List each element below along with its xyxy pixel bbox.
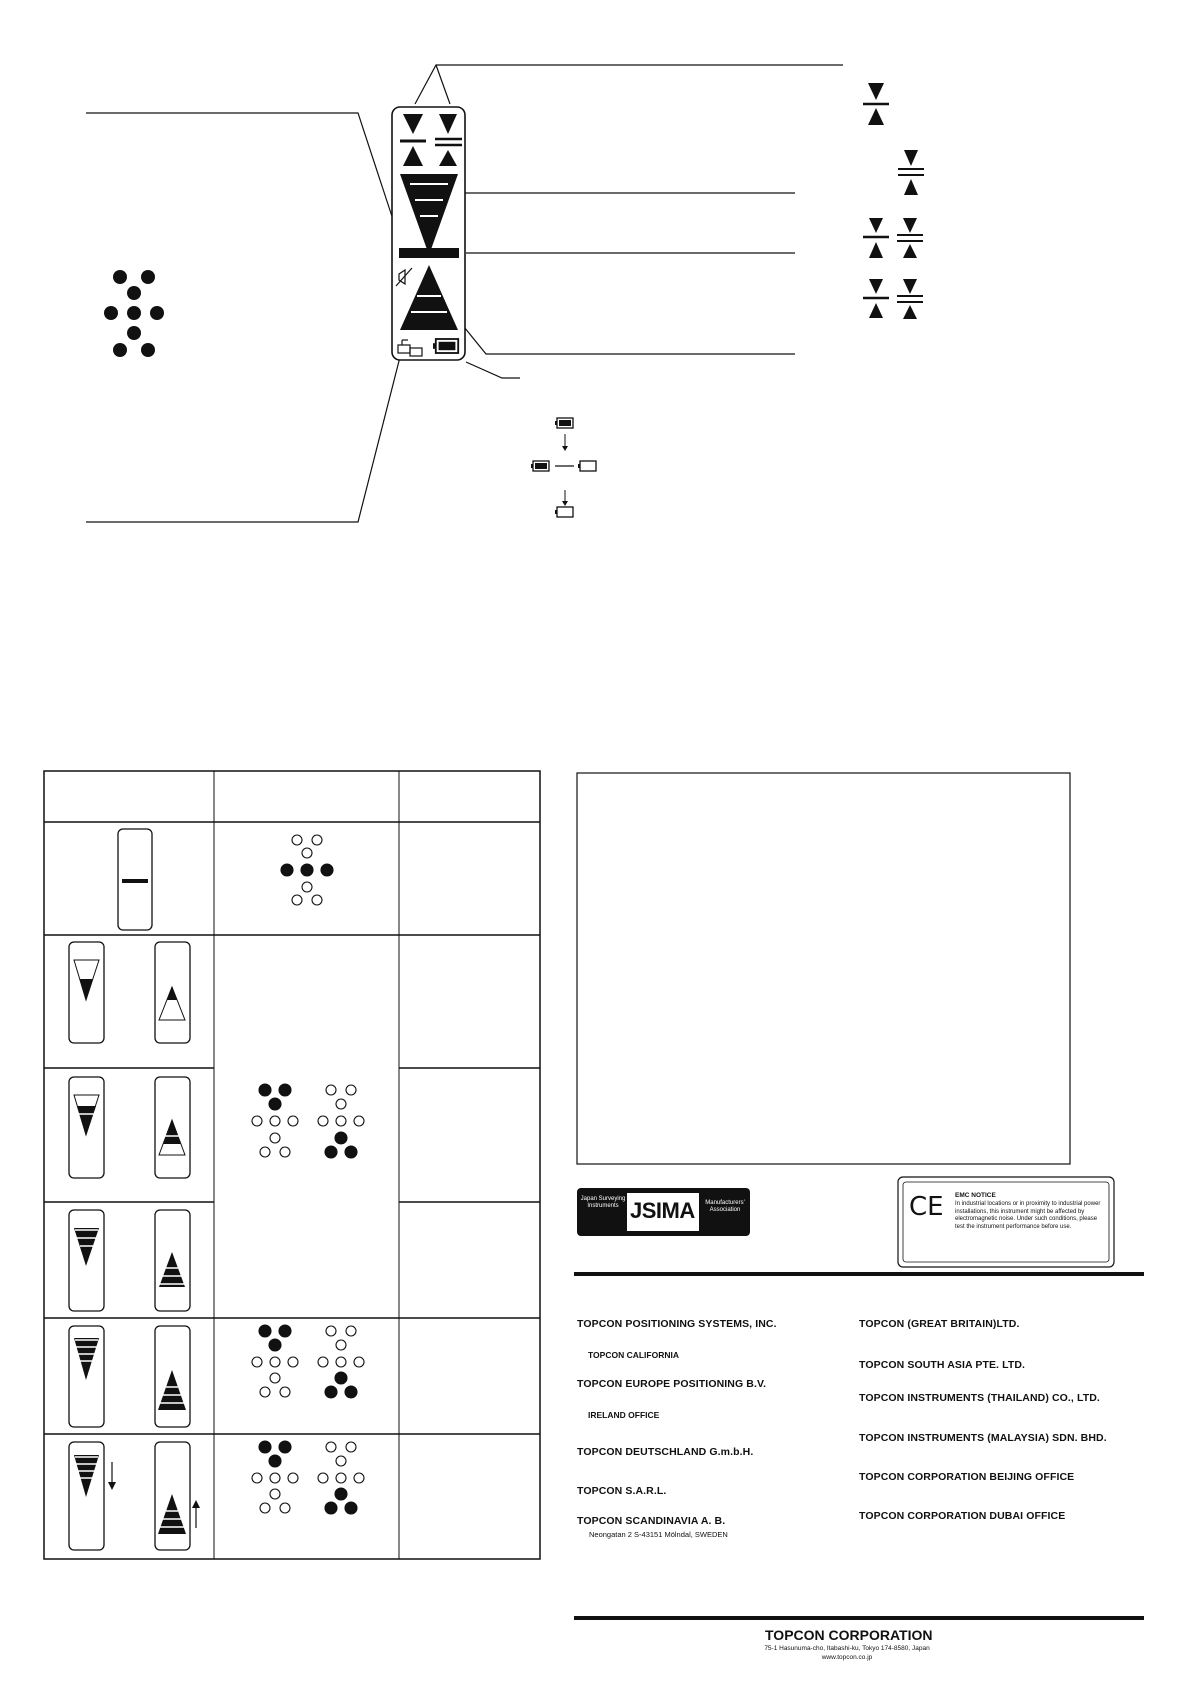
on-grade-display — [118, 829, 152, 930]
row-5-displays — [69, 1326, 190, 1427]
notice-box — [577, 773, 1070, 1164]
ce-mark: CE — [909, 1192, 944, 1222]
row-3-displays — [69, 1077, 190, 1178]
receiver-display — [392, 107, 465, 360]
office-right: TOPCON CORPORATION BEIJING OFFICE — [859, 1471, 1075, 1483]
row-4-displays — [69, 1210, 190, 1311]
office-left: TOPCON POSITIONING SYSTEMS, INC. — [577, 1318, 777, 1330]
led-pattern — [104, 270, 164, 357]
office-right: TOPCON INSTRUMENTS (THAILAND) CO., LTD. — [859, 1392, 1100, 1404]
emc-body: In industrial locations or in proximity to industrial power installations, this instrument might be affected by electromagnetic noise. Under such conditions, please test the instrument performance before use. — [955, 1201, 1101, 1230]
row-2-displays — [69, 942, 190, 1043]
office-left: TOPCON EUROPE POSITIONING B.V. — [577, 1378, 767, 1390]
jsima-logo-text: JSIMA — [630, 1198, 695, 1223]
office-address: Neongatan 2 S-43151 Mölndal, SWEDEN — [589, 1530, 728, 1539]
office-right: TOPCON INSTRUMENTS (MALAYSIA) SDN. BHD. — [859, 1432, 1107, 1444]
jsima-right-text: Manufacturers' Association — [705, 1200, 745, 1213]
office-right: TOPCON SOUTH ASIA PTE. LTD. — [859, 1359, 1026, 1371]
company-website: www.topcon.co.jp — [821, 1654, 873, 1661]
row-6-displays — [69, 1442, 200, 1550]
company-name: TOPCON CORPORATION — [765, 1627, 933, 1643]
office-right: TOPCON CORPORATION DUBAI OFFICE — [859, 1510, 1066, 1522]
office-left: TOPCON SCANDINAVIA A. B. — [577, 1515, 726, 1527]
company-address: 75-1 Hasunuma-cho, Itabashi-ku, Tokyo 174-8580, Japan — [764, 1645, 930, 1652]
office-left: TOPCON CALIFORNIA — [588, 1350, 679, 1360]
accuracy-icons — [863, 83, 924, 319]
office-left: IRELAND OFFICE — [588, 1410, 660, 1420]
battery-sequence — [531, 418, 596, 517]
office-left: TOPCON DEUTSCHLAND G.m.b.H. — [577, 1446, 754, 1458]
jsima-left-text: Japan Surveying Instruments — [580, 1196, 626, 1209]
office-right: TOPCON (GREAT BRITAIN)LTD. — [859, 1318, 1020, 1330]
on-grade-leds — [281, 835, 333, 905]
emc-title: EMC NOTICE — [955, 1192, 996, 1199]
led-groups — [252, 1084, 364, 1514]
office-left: TOPCON S.A.R.L. — [577, 1485, 667, 1497]
